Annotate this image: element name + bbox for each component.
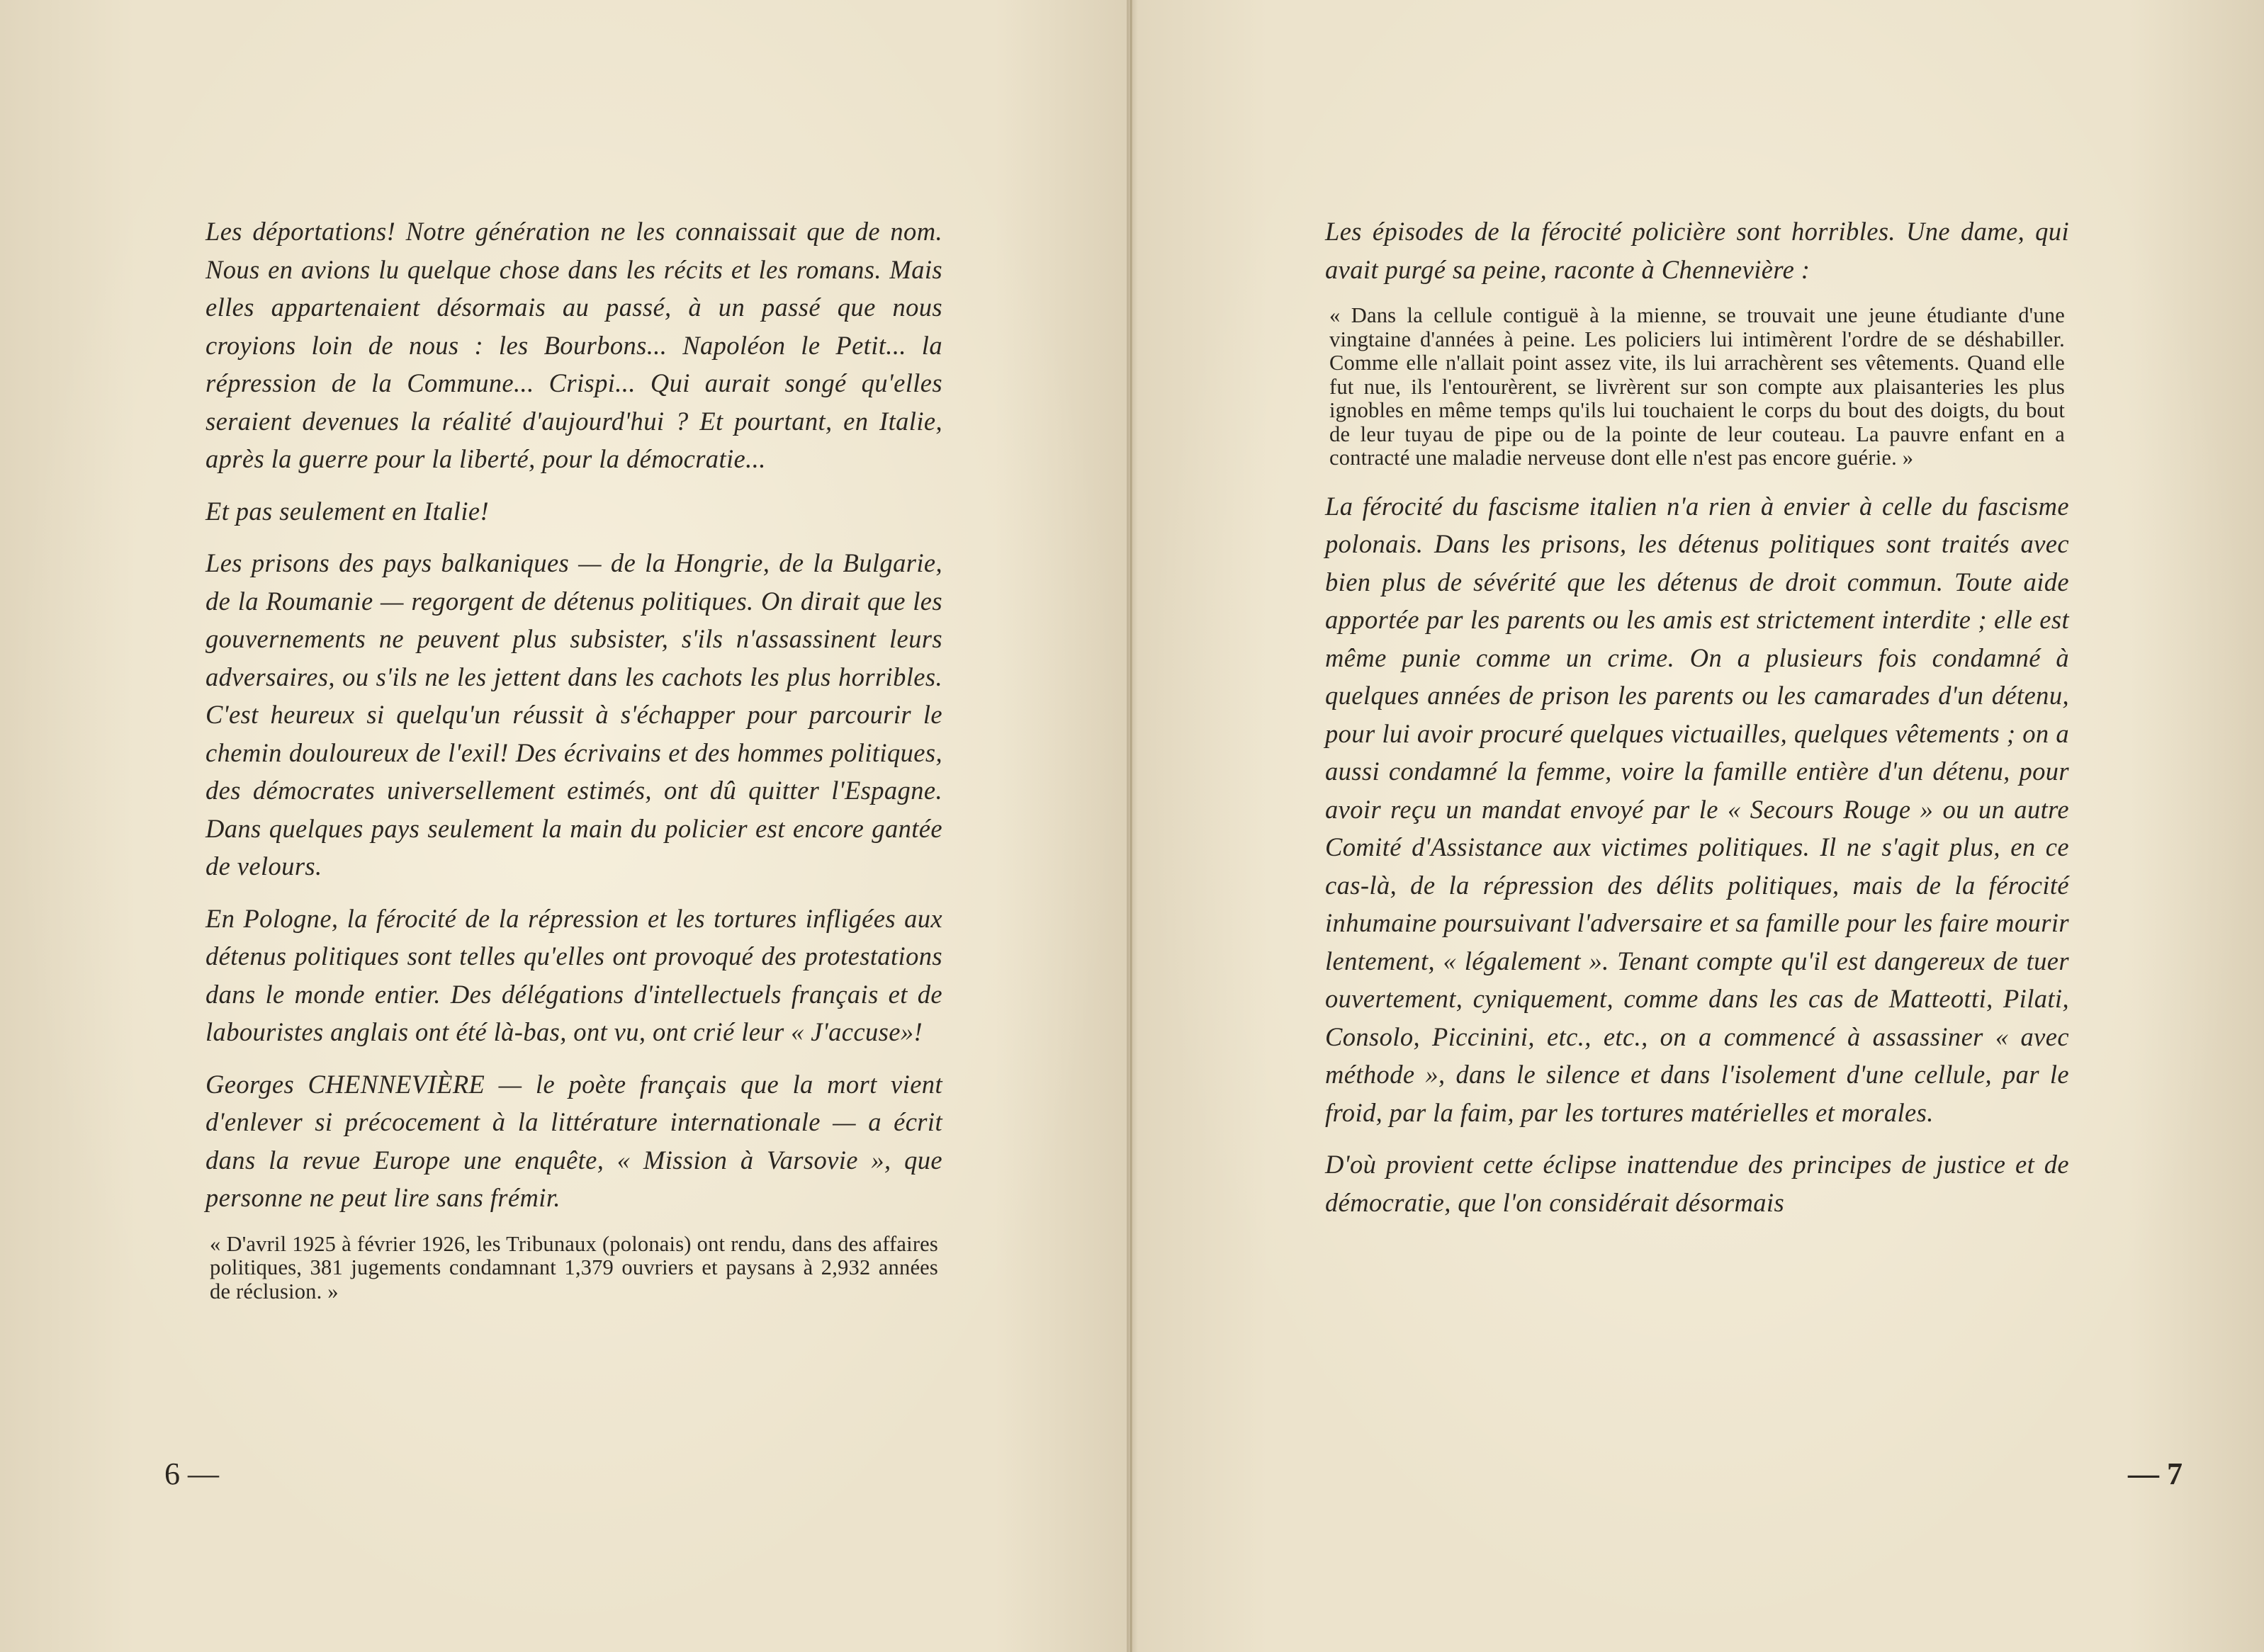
- paragraph: Les prisons des pays balkaniques — de la Hongrie, de la Bulgarie, de la Roumanie — regorgent de détenus politiques. On dirait que les gouvernements ne peuvent plus subsister, s'ils n'assassinent leurs adversaires, ou s'ils ne les jettent dans les cachots les plus horribles. C'est heureux si quelqu'un réussit à s'échapper pour parcourir le chemin douloureux de l'exil! Des écrivains et des hommes politiques, des démocrates universellement estimés, ont dû quitter l'Espagne. Dans quelques pays seulement la main du policier est encore gantée de velours.: [205, 548, 942, 881]
- block-quote: « Dans la cellule contiguë à la mienne, se trouvait une jeune étudiante d'une vingtaine d'années à peine. Les policiers lui intimèrent l'ordre de se déshabiller. Comme elle n'allait point assez vite, ils lui arrachèrent ses vêtements. Quand elle fut nue, ils l'entourèrent, se livrèrent sur son compte aux plaisanteries les plus ignobles en même temps qu'ils lui touchaient le corps du bout des doigts, du bout de leur tuyau de pipe ou de la pointe de leur couteau. La pauvre enfant en a contracté une maladie nerveuse dont elle n'est pas encore guérie. »: [1329, 303, 2065, 470]
- right-text-column: [1325, 213, 2069, 1235]
- block-quote: « D'avril 1925 à février 1926, les Tribunaux (polonais) ont rendu, dans des affaires politiques, 381 jugements condamnant 1,379 ouvriers et paysans à 2,932 années de réclusion. »: [210, 1231, 938, 1303]
- left-text-column: [205, 213, 942, 1320]
- page-number: 6 —: [164, 1456, 219, 1491]
- paragraph: La férocité du fascisme italien n'a rien à envier à celle du fascisme polonais. Dans les prisons, les détenus politiques sont traités avec bien plus de sévérité que les détenus de droit commun. Toute aide apportée par les parents ou les amis est strictement interdite ; elle est même punie comme un crime. On a plusieurs fois condamné à quelques années de prison les parents ou les camarades d'un détenu, pour lui avoir procuré quelques victuailles, quelques vêtements ; on a aussi condamné la femme, voire la famille entière d'un détenu, pour avoir reçu un mandat envoyé par le « Secours Rouge » ou un autre Comité d'Assistance aux victimes politiques. Il ne s'agit plus, en ce cas-là, de la répression des délits politiques, mais de la férocité inhumaine poursuivant l'adversaire et sa famille pour les faire mourir lentement, « légalement ». Tenant compte qu'il est dangereux de tuer ouvertement, cyniquement, comme dans les cas de Matteotti, Pilati, Consolo, Piccinini, etc., etc., on a commencé à assassiner « avec méthode », dans le silence et dans l'isolement d'une cellule, par le froid, par la faim, par les tortures matérielles et morales.: [1325, 491, 2069, 1127]
- paragraph: D'où provient cette éclipse inattendue des principes de justice et de démocratie, que l'on considérait désormais: [1325, 1150, 2069, 1217]
- paragraph: Les épisodes de la férocité policière sont horribles. Une dame, qui avait purgé sa peine, raconte à Chennevière :: [1325, 217, 2069, 284]
- right-page: [1132, 0, 2263, 1652]
- paragraph: Les déportations! Notre génération ne les connaissait que de nom. Nous en avions lu quelque chose dans les récits et les romans. Mais elles appartenaient désormais au passé, à un passé que nous croyions loin de nous : les Bourbons... Napoléon le Petit... la répression de la Commune... Crispi... Qui aurait songé qu'elles seraient devenues la réalité d'aujourd'hui ? Et pourtant, en Italie, après la guerre pour la liberté, pour la démocratie...: [205, 217, 942, 473]
- paragraph: En Pologne, la férocité de la répression et les tortures infligées aux détenus politiques sont telles qu'elles ont provoqué des protestations dans le monde entier. Des délégations d'intellectuels français et de labouristes anglais ont été là-bas, ont vu, ont crié leur « J'accuse»!: [205, 903, 942, 1046]
- page-number: — 7: [2128, 1456, 2183, 1491]
- paragraph: Et pas seulement en Italie!: [205, 496, 490, 526]
- paragraph: Georges CHENNEVIÈRE — le poète français que la mort vient d'enlever si précocement à la littérature internationale — a écrit dans la revue Europe une enquête, « Mission à Varsovie », que personne ne peut lire sans frémir.: [205, 1069, 942, 1212]
